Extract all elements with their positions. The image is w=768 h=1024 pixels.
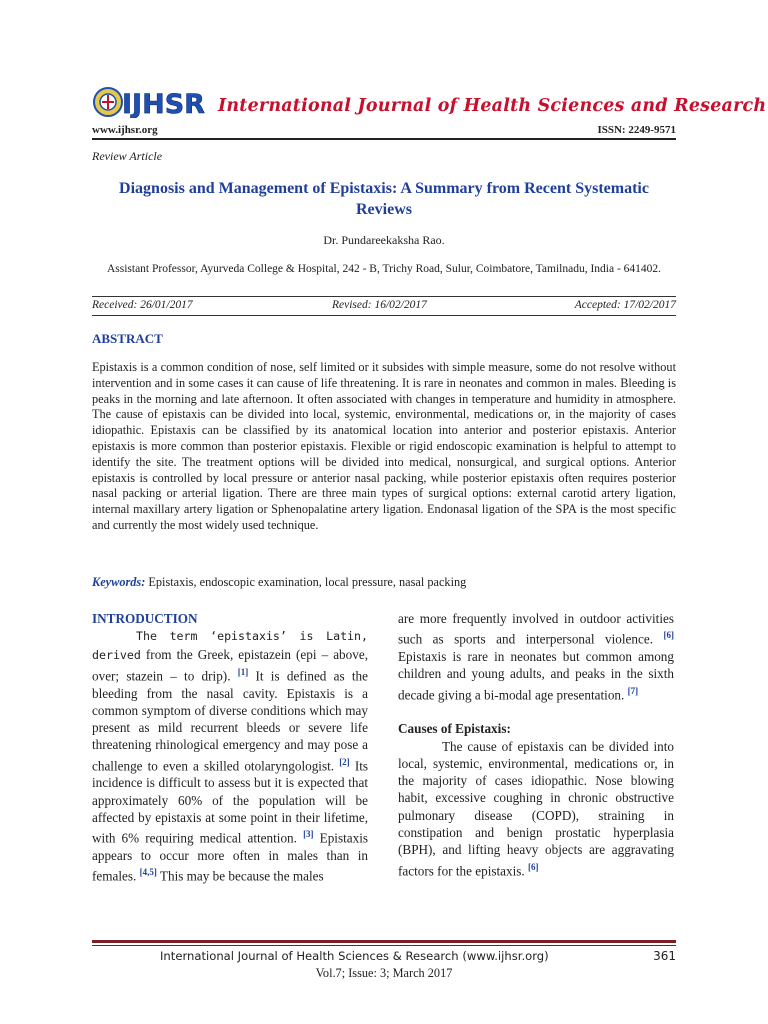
affiliation: Assistant Professor, Ayurveda College & Hospital, 242 - B, Trichy Road, Sulur, Coimbatore, Tamilnadu, India - 641402. (106, 263, 662, 275)
right-column (398, 610, 674, 879)
dates-divider-bottom (92, 315, 676, 316)
reference-link[interactable]: [7] (627, 685, 639, 696)
author: Dr. Pundareekaksha Rao. (323, 233, 445, 247)
introduction-first-line: The term ‘epistaxis’ is Latin, derived (92, 629, 368, 662)
page-number: 361 (653, 949, 676, 963)
issn: ISSN: 2249-9571 (597, 124, 676, 136)
footer-divider (92, 940, 676, 943)
journal-url[interactable]: www.ijhsr.org (92, 124, 158, 136)
abstract-text: Epistaxis is a common condition of nose, self limited or it subsides with simple measure, some do not resolve without intervention and in some cases it can cause of life threatening. It is rare in neonates and common in males. Bleeding is peaks in the morning and late afternoon. It often associated with changes in temperature and humidity in atmosphere. The cause of epistaxis can be divided into local, systemic, environmental, medications or, in the majority of cases idiopathic. Epistaxis can be classified by its anatomical location into anterior and posterior epistaxis. Anterior epistaxis is more common than posterior epistaxis. Flexible or rigid endoscopic examination is helpful to attempt to identify the site. The treatment options will be divided into medical, nonsurgical, and surgical options. Anterior epistaxis is controlled by local pressure or anterior nasal packing, while posterior epistaxis often requires posterior nasal packing or arterial ligation. There are three main types of surgical options: external carotid artery ligation, internal maxillary artery ligation or Sphenopalatine artery ligation. Endonasal ligation of the SPA is the most specific and currently the most widely used technique. (92, 360, 676, 532)
causes-heading: Causes of Epistaxis: (398, 721, 511, 737)
reference-link[interactable]: [3] (303, 829, 314, 840)
header-divider (92, 138, 676, 140)
revised-date: Revised: 16/02/2017 (332, 299, 427, 311)
article-page (92, 0, 767, 1024)
journal-title: International Journal of Health Sciences and Research (218, 96, 767, 116)
footer-journal: International Journal of Health Sciences & Research (www.ijhsr.org) (160, 949, 549, 963)
reference-link[interactable]: [1] (237, 666, 249, 677)
masthead (92, 84, 767, 124)
volume-issue: Vol.7; Issue: 3; March 2017 (315, 966, 453, 980)
abstract-heading: ABSTRACT (92, 331, 163, 346)
reference-link[interactable]: [2] (339, 756, 350, 767)
accepted-date: Accepted: 17/02/2017 (574, 299, 676, 311)
introduction-heading: INTRODUCTION (92, 611, 198, 626)
footer-divider-thin (92, 945, 676, 946)
article-type: Review Article (92, 149, 163, 163)
intro-continued-paragraph: are more frequently involved in outdoor activities such as sports and interpersonal violence. [6] Epistaxis is rare in neonates but common among children and young adults, and peaks in the sixth decade giving a bi-modal age presentation. [7] (398, 611, 675, 702)
article-title: Diagnosis and Management of Epistaxis: A Summary from Recent Systematic Reviews (119, 180, 649, 218)
ijhsr-logo-icon (92, 86, 220, 118)
causes-paragraph: The cause of epistaxis can be divided into local, systemic, environmental, medications or, in the majority of cases idiopathic. Nose blowing habit, excessive coughing in chronic obstructive pulmonary disease (COPD), straining in constipation and benign prostatic hyperplasia (BPH), and lifting heavy objects are aggravating factors for the epistaxis. [6] (398, 738, 674, 879)
keywords (92, 575, 676, 590)
reference-link[interactable]: [4,5] (139, 867, 157, 878)
received-date: Received: 26/01/2017 (92, 299, 193, 311)
left-column (92, 610, 368, 885)
reference-link[interactable]: [6] (663, 630, 675, 641)
introduction-paragraph: The term ‘epistaxis’ is Latin, derived from the Greek, epistazein (epi – above, over; stazein – to drip). [1] It is defined as the bleeding from the nasal cavity. Epistaxis is a common symptom of diverse conditions which may present as mild recurrent bleeds or severe life threatening rhinological emergency and may pose a challenge to even a skilled otolaryngologist. [2] Its incidence is difficult to assess but it is expected that approximately 60% of the population will be affected by epistaxis at some point in their lifetime, with 6% requiring medical attention. [3] Epistaxis appears to occur more often in males than in females. [4,5] This may be because the males (92, 629, 369, 884)
keywords-list: Epistaxis, endoscopic examination, local pressure, nasal packing (148, 575, 467, 589)
dates-divider-top (92, 296, 676, 297)
keywords-label: Keywords: (92, 575, 146, 589)
logo-text: IJHSR (122, 89, 205, 118)
reference-link[interactable]: [6] (528, 861, 539, 872)
